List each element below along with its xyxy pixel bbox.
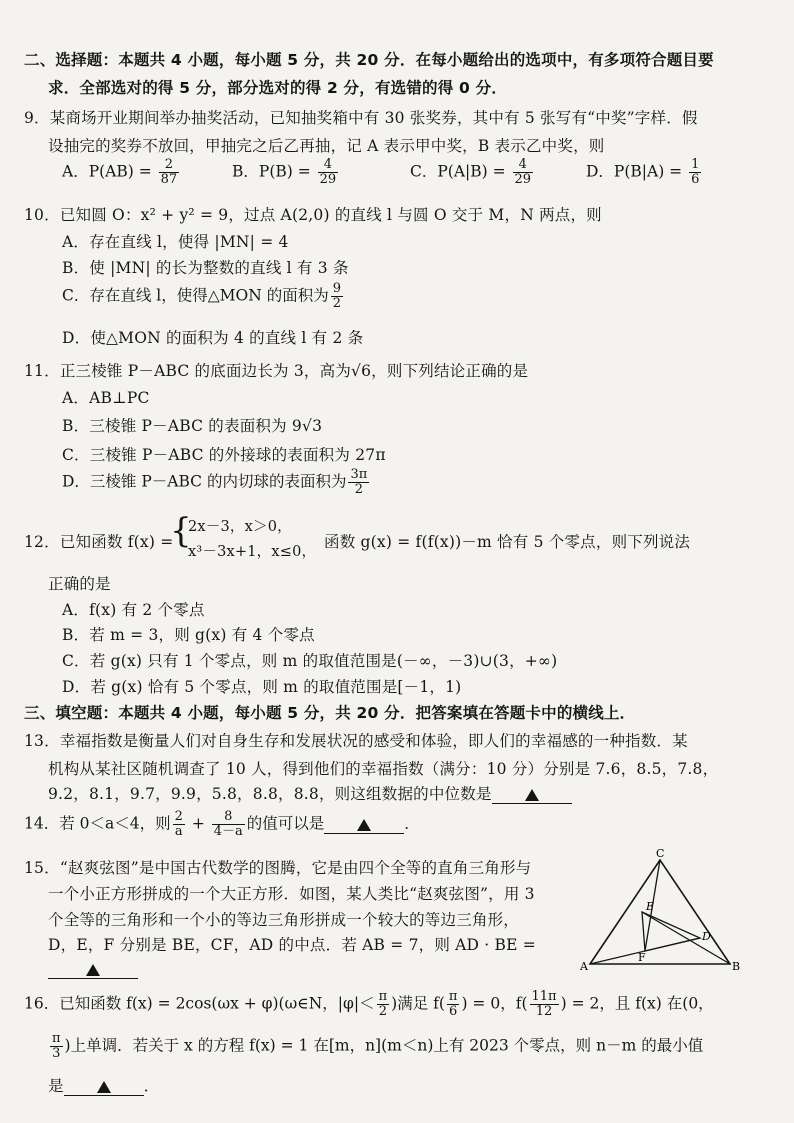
q16-text-1: 16．已知函数 f(x) = 2cos(ωx + φ)(ω∈N，|φ|＜	[24, 994, 375, 1013]
outer-triangle	[590, 860, 730, 964]
q10-option-b: B．使 |MN| 的长为整数的直线 l 有 3 条	[62, 259, 349, 277]
q14-plus: +	[186, 814, 210, 833]
q9-option-c	[410, 158, 535, 187]
q14-answer-blank[interactable]	[324, 815, 404, 834]
q15-stem-line4: D，E，F 分别是 BE，CF，AD 的中点．若 AB = 7，则 AD · BE =	[48, 936, 536, 954]
q13-stem-text: 9.2，8.1，9.7，9.9，5.8，8.8，8.8，则这组数据的中位数是	[48, 785, 492, 803]
fraction-denominator: 2	[354, 482, 363, 497]
label-f: F	[638, 951, 646, 964]
fraction-denominator: 4－a	[213, 824, 243, 839]
q12-option-d: D．若 g(x) 恰有 5 个零点，则 m 的取值范围是[－1，1)	[62, 678, 462, 696]
q15-answer-blank[interactable]	[48, 960, 138, 979]
q16-stem-line3: 是 ．	[48, 1077, 160, 1095]
q9-option-b-fraction	[318, 158, 339, 187]
label-a: A	[580, 960, 588, 973]
q16-text-5: )上单调．若关于 x 的方程 f(x) = 1 在[m，n](m＜n)上有 2023 个零点，则 n－m 的最小值	[64, 1036, 704, 1055]
q16-text-4: ) = 2，且 f(x) 在(0，	[560, 994, 714, 1013]
fraction-numerator: 1	[691, 157, 700, 172]
q9-option-c-label: C．P(A|B) =	[410, 162, 511, 181]
q13-answer-blank[interactable]	[492, 785, 572, 804]
section2-instruction-line2: 求．全部选对的得 5 分，部分选对的得 2 分，有选错的得 0 分．	[48, 79, 508, 97]
q15-answer-line	[48, 960, 138, 979]
fraction-denominator: 12	[535, 1004, 553, 1019]
q12-case2: x³－3x+1，x≤0，	[188, 544, 317, 560]
label-e: E	[646, 900, 655, 913]
triangle-icon	[97, 1081, 111, 1093]
q9-stem-line1: 9．某商场开业期间举办抽奖活动，已知抽奖箱中有 30 张奖券，其中有 5 张写有“中奖”字样．假	[24, 109, 698, 127]
q16-text-3: ) = 0，f(	[461, 994, 528, 1013]
q9-option-a-fraction	[159, 158, 180, 187]
q12-brace: {	[170, 511, 192, 551]
q15-triangle-figure	[580, 846, 750, 976]
q15-stem-line2: 一个小正方形拼成的一个大正方形．如图，某人类比“赵爽弦图”，用 3	[48, 885, 535, 903]
fraction-denominator: 2	[332, 296, 342, 311]
section2-instruction-line1: 二、选择题：本题共 4 小题，每小题 5 分，共 20 分．在每小题给出的选项中，有多项符合题目要	[24, 51, 714, 69]
q14-stem: 14．若 0＜a＜4，则 $\frac{2}{a}$ + $\frac{8}{4-a}$ 的值可以是 ．	[24, 809, 420, 839]
q11-option-a: A．AB⊥PC	[62, 389, 150, 407]
q16-text-2: )满足 f(	[391, 994, 445, 1013]
q16-fraction-a	[447, 990, 460, 1019]
fraction-denominator: 3	[52, 1046, 61, 1061]
q16-stem-line1	[24, 990, 714, 1019]
label-c: C	[656, 847, 665, 860]
triangle-icon	[525, 789, 539, 801]
q9-option-d-fraction	[689, 158, 701, 187]
segment-be	[642, 912, 730, 964]
q9-option-d-label: D．P(B|A) =	[586, 162, 688, 181]
fraction-numerator: π	[378, 989, 388, 1004]
q9-option-c-fraction	[513, 158, 534, 187]
q10-option-d: D．使△MON 的面积为 4 的直线 l 有 2 条	[62, 329, 364, 347]
fraction-numerator: π	[52, 1031, 61, 1046]
q10-option-a: A．存在直线 l，使得 |MN| = 4	[62, 233, 289, 251]
fraction-numerator: 8	[212, 810, 245, 825]
fraction-denominator: 6	[449, 1004, 458, 1019]
q16-stem-line2	[48, 1032, 703, 1061]
q13-stem-line2: 机构从某社区随机调查了 10 人，得到他们的幸福指数（满分：10 分）分别是 7.6，8.5，7.8，	[48, 760, 719, 778]
q12-stem-suffix: 函数 g(x) = f(f(x))－m 恰有 5 个零点，则下列说法	[324, 533, 691, 551]
q9-option-a	[62, 158, 181, 187]
q12-option-c: C．若 g(x) 只有 1 个零点，则 m 的取值范围是(－∞，－3)∪(3，+∞)	[62, 652, 558, 670]
q9-option-a-label: A．P(AB) =	[62, 162, 157, 181]
fraction-numerator: 4	[513, 158, 534, 173]
triangle-icon	[86, 964, 100, 976]
q11-option-b: B．三棱锥 P－ABC 的表面积为 9√3	[62, 417, 323, 435]
q11-option-d-fraction	[348, 468, 369, 497]
fraction-numerator: π	[448, 989, 458, 1004]
q16-fraction-b	[530, 990, 559, 1019]
fraction-denominator: 29	[319, 172, 337, 187]
fraction-numerator: 4	[318, 158, 339, 173]
q16-fraction-phi	[377, 990, 390, 1019]
q10-option-c-fraction	[331, 282, 343, 311]
section3-instruction: 三、填空题：本题共 4 小题，每小题 5 分，共 20 分．把答案填在答题卡中的横线上．	[24, 704, 636, 722]
fraction-denominator: a	[174, 824, 183, 839]
label-b: B	[732, 960, 741, 973]
fraction-denominator: 6	[691, 172, 700, 187]
q16-text-6: 是	[48, 1077, 64, 1095]
q9-option-d	[586, 158, 703, 187]
fraction-denominator: 87	[160, 172, 178, 187]
triangle-icon	[357, 819, 371, 831]
q14-prefix: 14．若 0＜a＜4，则	[24, 814, 171, 833]
q11-stem: 11．正三棱锥 P－ABC 的底面边长为 3，高为√6，则下列结论正确的是	[24, 362, 529, 380]
q11-option-d	[62, 468, 371, 497]
q12-stem-prefix: 12．已知函数 f(x) =	[24, 533, 174, 551]
fraction-numerator: 3π	[350, 467, 368, 482]
q12-option-b: B．若 m = 3，则 g(x) 有 4 个零点	[62, 626, 315, 644]
q12-stem-line2: 正确的是	[48, 575, 111, 593]
q16-answer-blank[interactable]	[64, 1077, 144, 1096]
q9-stem-line2: 设抽完的奖券不放回，甲抽完之后乙再抽，记 A 表示甲中奖，B 表示乙中奖，则	[48, 137, 605, 155]
q12-option-a: A．f(x) 有 2 个零点	[62, 601, 205, 619]
fraction-numerator: 11π	[531, 989, 557, 1004]
fraction-denominator: 29	[514, 172, 532, 187]
q15-stem-line3: 个全等的三角形和一个小的等边三角形拼成一个较大的等边三角形，	[48, 911, 520, 929]
q13-stem-line3	[48, 782, 572, 804]
fraction-numerator: 2	[174, 809, 183, 824]
q10-stem: 10．已知圆 O：x² + y² = 9，过点 A(2,0) 的直线 l 与圆 O 交于 M，N 两点，则	[24, 206, 602, 224]
q11-option-c: C．三棱锥 P－ABC 的外接球的表面积为 27π	[62, 446, 386, 464]
q9-option-b	[232, 158, 340, 187]
fraction-numerator: 9	[332, 281, 342, 296]
q16-fraction-c	[50, 1032, 63, 1061]
q10-option-c	[62, 282, 345, 311]
q10-option-c-label: C．存在直线 l，使得△MON 的面积为	[62, 286, 329, 305]
q15-stem-line1: 15．“赵爽弦图”是中国古代数学的图腾，它是由四个全等的直角三角形与	[24, 859, 532, 877]
q13-stem-line1: 13．幸福指数是衡量人们对自身生存和发展状况的感受和体验，即人们的幸福感的一种指数．某	[24, 732, 688, 750]
q14-fraction-2	[212, 810, 245, 839]
q14-suffix: 的值可以是	[246, 814, 325, 833]
label-d: D	[702, 930, 711, 943]
q14-fraction-1	[173, 810, 185, 839]
q12-case1: 2x－3，x＞0，	[188, 519, 292, 535]
q9-option-b-label: B．P(B) =	[232, 162, 316, 181]
fraction-numerator: 2	[159, 158, 180, 173]
fraction-denominator: 2	[378, 1004, 387, 1019]
q11-option-d-label: D．三棱锥 P－ABC 的内切球的表面积为	[62, 472, 347, 491]
